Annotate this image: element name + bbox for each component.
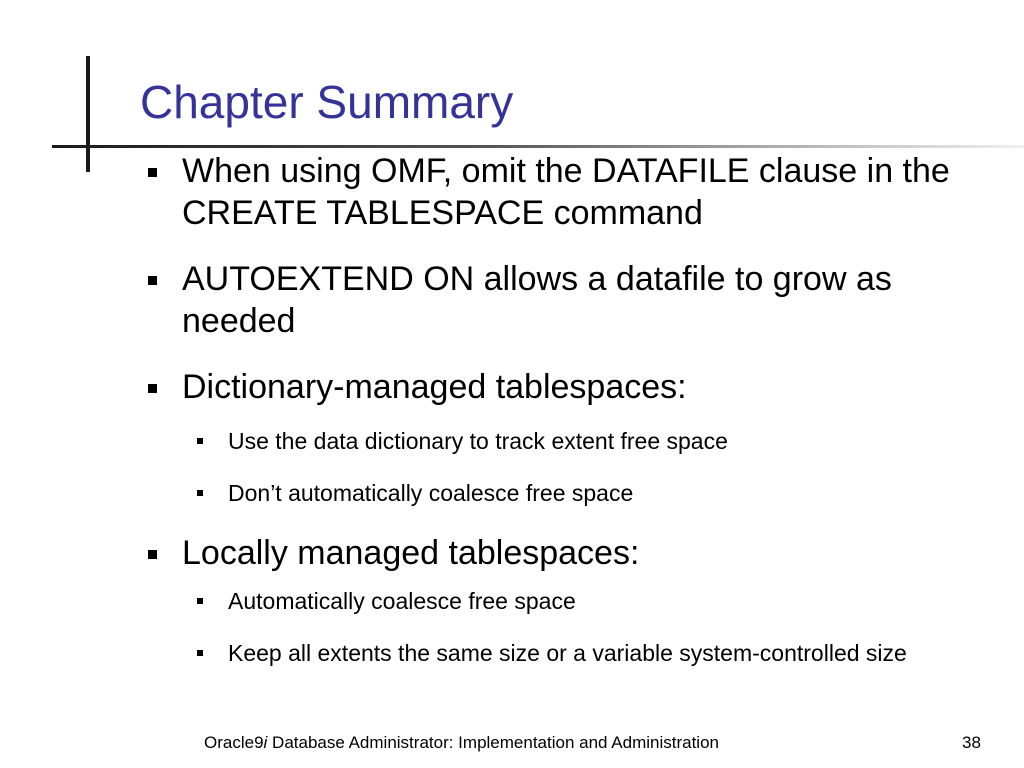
bullet-text: Locally managed tablespaces: bbox=[182, 534, 640, 572]
bullet-dictionary-managed bbox=[140, 366, 1000, 408]
footer-product: Oracle9 bbox=[204, 733, 264, 752]
footer-product-suffix: i bbox=[263, 733, 268, 752]
bullet-autoextend bbox=[140, 258, 1000, 342]
title-decoration-vertical-line bbox=[86, 56, 90, 172]
page-number: 38 bbox=[962, 733, 981, 752]
sub-bullet-text: Keep all extents the same size or a variable system-controlled size bbox=[228, 640, 907, 666]
slide-content bbox=[140, 150, 1000, 668]
sub-bullet-text: Don’t automatically coalesce free space bbox=[228, 480, 634, 506]
bullet-text: AUTOEXTEND ON allows a datafile to grow as needed bbox=[182, 260, 892, 340]
slide-title: Chapter Summary bbox=[140, 76, 514, 128]
square-bullet-icon bbox=[197, 598, 203, 604]
square-bullet-icon bbox=[148, 168, 157, 177]
sub-bullet-extent-size bbox=[140, 638, 1000, 668]
square-bullet-icon bbox=[148, 384, 157, 393]
slide-footer bbox=[204, 733, 719, 753]
bullet-text: Dictionary-managed tablespaces: bbox=[182, 368, 687, 406]
square-bullet-icon bbox=[197, 650, 203, 656]
sub-bullet-text: Use the data dictionary to track extent free space bbox=[228, 428, 728, 454]
bullet-locally-managed bbox=[140, 532, 1000, 574]
square-bullet-icon bbox=[197, 490, 203, 496]
square-bullet-icon bbox=[148, 550, 157, 559]
sub-bullet-text: Automatically coalesce free space bbox=[228, 588, 576, 614]
footer-course-title: Database Administrator: Implementation and Administration bbox=[267, 733, 719, 752]
sub-bullet-auto-coalesce bbox=[140, 586, 1000, 616]
title-decoration-horizontal-line bbox=[52, 145, 1024, 148]
sub-bullet-no-coalesce bbox=[140, 478, 1000, 508]
square-bullet-icon bbox=[197, 438, 203, 444]
bullet-omf bbox=[140, 150, 1000, 234]
square-bullet-icon bbox=[148, 276, 157, 285]
sub-bullet-data-dictionary bbox=[140, 426, 1000, 456]
bullet-text: When using OMF, omit the DATAFILE clause in the CREATE TABLESPACE command bbox=[182, 152, 950, 232]
